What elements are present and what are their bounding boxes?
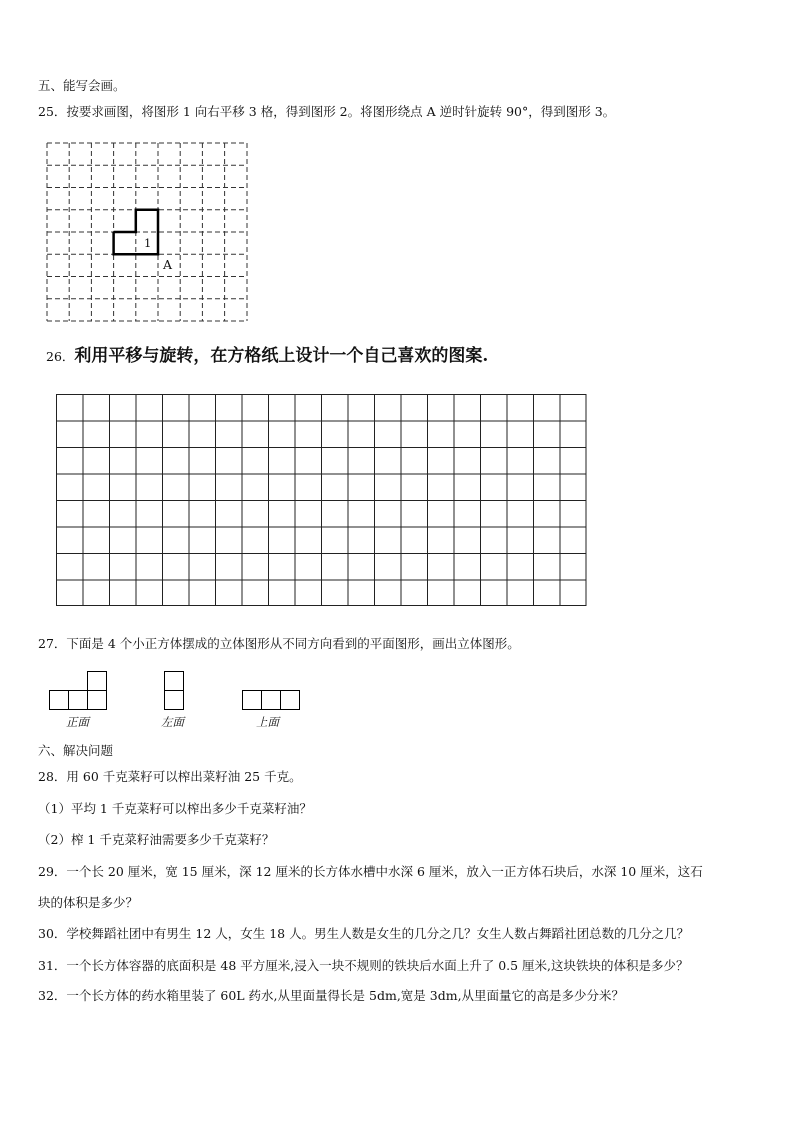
q26-text — [46, 345, 488, 368]
figure-1-label: 1 — [144, 236, 152, 250]
q27-text: 27．下面是 4 个小正方体摆成的立体图形从不同方向看到的平面图形，画出立体图形。 — [38, 636, 520, 651]
q25-text: 25．按要求画图，将图形 1 向右平移 3 格，得到图形 2。将图形绕点 A 逆时针旋转 90°，得到图形 3。 — [38, 104, 616, 119]
section5-heading: 五、能写会画。 — [38, 78, 126, 93]
q31-text: 31．一个长方体容器的底面积是 48 平方厘米,浸入一块不规则的铁块后水面上升了 0.5 厘米,这块铁块的体积是多少？ — [38, 958, 689, 973]
q25-dashed-grid — [47, 143, 251, 323]
top-view-label: 上面 — [256, 715, 279, 729]
top-view-drawing — [242, 690, 304, 714]
q29-line2: 块的体积是多少？ — [38, 895, 139, 910]
left-view-drawing — [164, 671, 188, 713]
q28-sub1: （1）平均 1 千克菜籽可以榨出多少千克菜籽油？ — [38, 801, 312, 816]
front-view-drawing — [49, 671, 111, 713]
q26-square-grid — [56, 394, 588, 608]
q32-text: 32．一个长方体的药水箱里装了 60L 药水,从里面量得长是 5dm,宽是 3dm,从里面量它的高是多少分米？ — [38, 988, 625, 1003]
q30-text: 30．学校舞蹈社团中有男生 12 人，女生 18 人。男生人数是女生的几分之几？女生人数占舞蹈社团总数的几分之几？ — [38, 926, 690, 941]
point-a-label: A — [163, 257, 173, 272]
q29-line1: 29．一个长 20 厘米，宽 15 厘米，深 12 厘米的长方体水槽中水深 6 厘米，放入一正方体石块后，水深 10 厘米，这石 — [38, 864, 703, 879]
front-view-label: 正面 — [66, 715, 89, 729]
q28-text: 28．用 60 千克菜籽可以榨出菜籽油 25 千克。 — [38, 769, 302, 784]
left-view-label: 左面 — [161, 715, 184, 729]
q26-body: 利用平移与旋转，在方格纸上设计一个自己喜欢的图案. — [74, 346, 489, 366]
q26-number: 26． — [46, 349, 75, 364]
section6-heading: 六、解决问题 — [38, 743, 114, 758]
q28-sub2: （2）榨 1 千克菜籽油需要多少千克菜籽？ — [38, 832, 275, 847]
